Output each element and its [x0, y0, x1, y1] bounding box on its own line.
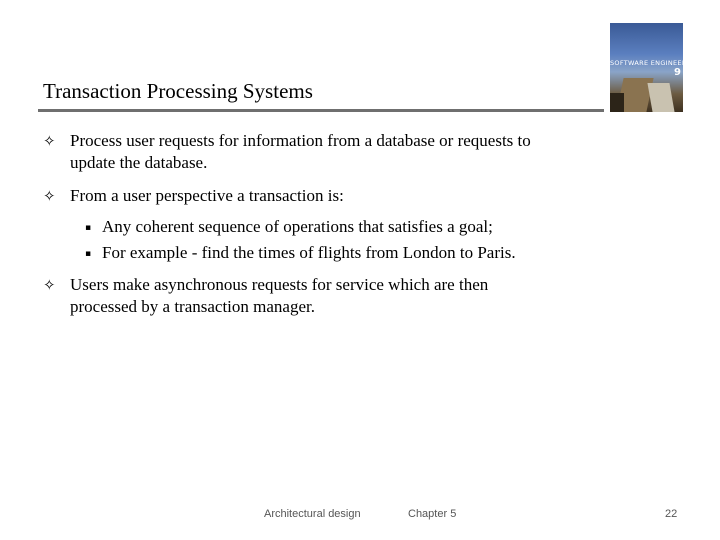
bullet-text-line: processed by a transaction manager. [70, 297, 315, 316]
sub-bullet-text: For example - find the times of flights from London to Paris. [102, 243, 516, 262]
diamond-bullet-icon: ✧ [43, 132, 56, 150]
cover-building-shape [647, 83, 674, 112]
footer-section-label: Architectural design [264, 508, 361, 520]
bullet-text-line: Process user requests for information from a database or requests to [70, 131, 531, 150]
footer-page-number: 22 [665, 508, 678, 520]
diamond-bullet-icon: ✧ [43, 187, 56, 205]
title-divider [38, 109, 604, 112]
square-bullet-icon: ▪ [85, 249, 92, 259]
square-bullet-icon: ▪ [85, 223, 92, 233]
bullet-text-line: update the database. [70, 153, 208, 172]
bullet-text-line: From a user perspective a transaction is: [70, 186, 344, 205]
slide-title: Transaction Processing Systems [43, 79, 313, 103]
book-cover-image [610, 23, 700, 112]
cover-building-shape [610, 93, 624, 112]
sub-bullet-text: Any coherent sequence of operations that satisfies a goal; [102, 217, 493, 236]
diamond-bullet-icon: ✧ [43, 276, 56, 294]
bullet-text-line: Users make asynchronous requests for service which are then [70, 275, 489, 294]
footer-chapter-label: Chapter 5 [408, 508, 457, 520]
book-cover-edition: 9 [674, 67, 681, 78]
book-cover-title: SOFTWARE ENGINEERING [610, 59, 700, 67]
